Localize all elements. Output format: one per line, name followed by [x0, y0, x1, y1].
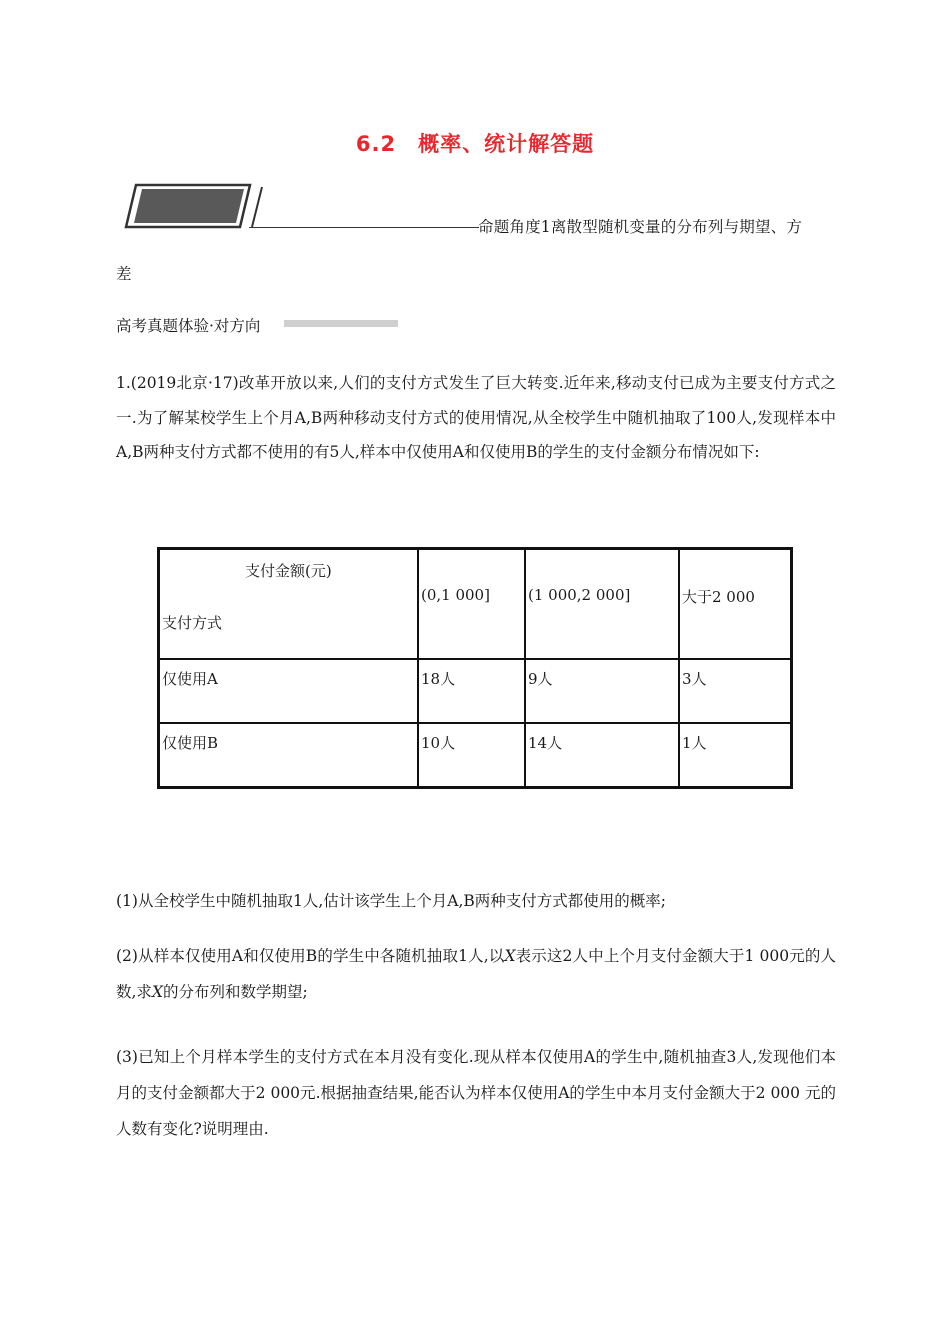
table-corner-cell: [159, 549, 419, 660]
question-2-part-b: 表示这2人中上个月支付金额大于1 000元的人数,求: [116, 947, 836, 1001]
question-2-part-a: (2)从样本仅使用A和仅使用B的学生中各随机抽取1人,以: [116, 947, 505, 965]
variable-x: X: [151, 983, 163, 1001]
question-3: (3)已知上个月样本学生的支付方式在本月没有变化.现从样本仅使用A的学生中,随机抽查3人,发现他们本月的支付金额都大于2 000元.根据抽查结果,能否认为样本仅使用A的学生中本月支付金额大于2 000 元的人数有变化?说明理由.: [116, 1048, 836, 1138]
subheading-bar: [284, 320, 398, 327]
corner-bottom-label: 支付方式: [162, 614, 223, 632]
table-row: [159, 723, 792, 788]
page-title: 6.2 概率、统计解答题: [355, 132, 595, 156]
subheading: 高考真题体验·对方向: [116, 317, 261, 335]
table-cell: 14人: [525, 723, 679, 788]
problem-text: 1.(2019北京·17)改革开放以来,人们的支付方式发生了巨大转变.近年来,移动支付已成为主要支付方式之一.为了解某校学生上个月A,B两种移动支付方式的使用情况,从全校学生中随机抽取了100人,发现样本中A,B两种支付方式都不使用的有5人,样本中仅使用A和仅使用B的学生的支付金额分布情况如下:: [116, 374, 836, 461]
table-cell: 9人: [525, 659, 679, 723]
payment-table: [157, 547, 793, 789]
column-header: (0,1 000]: [418, 549, 525, 660]
heading-rule: [249, 227, 479, 228]
row-label: 仅使用A: [159, 659, 419, 723]
angle-heading: 命题角度1离散型随机变量的分布列与期望、方: [478, 218, 803, 236]
section-banner: [114, 183, 504, 229]
question-2: [116, 938, 836, 1010]
angle-heading-cont: 差: [116, 265, 132, 283]
column-header: 大于2 000: [679, 549, 792, 660]
column-header: (1 000,2 000]: [525, 549, 679, 660]
question-2-part-c: 的分布列和数学期望;: [162, 983, 308, 1001]
row-label: 仅使用B: [159, 723, 419, 788]
table-cell: 10人: [418, 723, 525, 788]
table-cell: 1人: [679, 723, 792, 788]
table-cell: 3人: [679, 659, 792, 723]
question-1: (1)从全校学生中随机抽取1人,估计该学生上个月A,B两种支付方式都使用的概率;: [116, 892, 666, 910]
table-cell: 18人: [418, 659, 525, 723]
corner-top-label: 支付金额(元): [245, 562, 332, 580]
table-row: [159, 659, 792, 723]
variable-x: X: [504, 947, 516, 965]
